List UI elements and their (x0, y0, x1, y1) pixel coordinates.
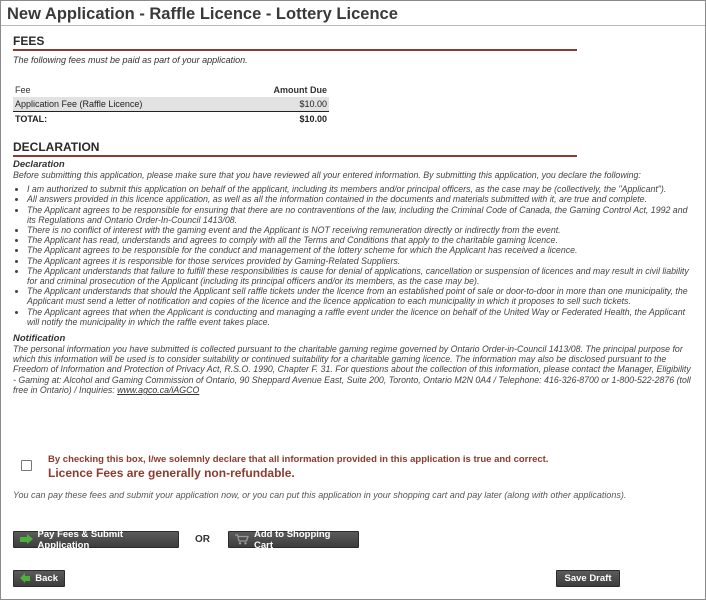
table-row (13, 97, 329, 112)
fees-table-header (13, 83, 329, 97)
list-item: • The Applicant understands that should the Applicant sell raffle tickets under the licence from an established point of sale or door-to-door in more than one municipality, the Applicant must send a letter of notification and copies of the licence and the licence application to each municipality in which it proposes to sell such tickets. (27, 286, 693, 306)
notification-subheading: Notification (13, 333, 66, 345)
amount-column-header: Amount Due (273, 85, 327, 95)
payment-note: You can pay these fees and submit your application now, or you can put this application in your shopping cart and pay later (along with other applications). (13, 490, 627, 500)
fees-table (13, 83, 329, 126)
declaration-checkbox[interactable] (21, 460, 32, 471)
list-item: • The Applicant has read, understands and agrees to comply with all the Terms and Conditions that apply to the charitable gaming licence. (27, 235, 693, 245)
list-item: • The Applicant understands that failure to fulfill these responsibilities is cause for denial of applications, cancellation or suspension of licences and may result in civil liability for and criminal prosecution of the Applicant (including its principal officers and/or its members, as the case may be). (27, 266, 693, 286)
list-item: • The Applicant agrees to be responsible for ensuring that there are no contraventions of the law, including the Criminal Code of Canada, the Gaming Control Act, 1992 and its Regulations and Ontario Order-In-Council 1413/08. (27, 205, 693, 225)
back-button-label: Back (35, 573, 58, 584)
list-item: • The Applicant agrees to be responsible for the conduct and management of the lottery scheme for which the Applicant has received a licence. (27, 245, 693, 255)
page-title: New Application - Raffle Licence - Lottery Licence (1, 1, 705, 26)
fees-intro: The following fees must be paid as part of your application. (13, 55, 248, 65)
fee-amount: $10.00 (233, 97, 329, 112)
or-label: OR (195, 534, 210, 545)
declaration-checkbox-label: By checking this box, I/we solemnly declare that all information provided in this application is true and correct. (48, 454, 549, 465)
save-draft-button[interactable] (556, 570, 620, 587)
pay-fees-submit-button[interactable] (13, 528, 179, 551)
back-button[interactable] (13, 570, 65, 587)
list-item: • The Applicant agrees it is responsible for those services provided by Gaming-Related Suppliers. (27, 256, 693, 266)
list-item: • I am authorized to submit this application on behalf of the applicant, including its members and/or principal officers, as the case may be (collectively, the "Applicant"). (27, 184, 693, 194)
total-amount: $10.00 (299, 114, 327, 124)
pay-button-label: Pay Fees & Submit Application (37, 528, 124, 551)
fees-heading: FEES (13, 34, 577, 51)
list-item: • All answers provided in this licence application, as well as all the information contained in the documents and materials submitted with it, are true and complete. (27, 194, 693, 204)
add-to-cart-button[interactable] (228, 528, 359, 551)
declaration-intro: Before submitting this application, please make sure that you have reviewed all your entered information. By submitting this application, you declare the following: (13, 170, 641, 180)
list-item: • The Applicant agrees that when the Applicant is conducting and managing a raffle event under the licence on behalf of the United Way or Federated Health, the Applicant will notify the municipality in which the raffle event takes place. (27, 307, 693, 327)
main-content (13, 34, 693, 584)
non-refundable-notice: Licence Fees are generally non-refundable. (48, 466, 295, 480)
notification-body: The personal information you have submitted is collected pursuant to the charitable gaming regime governed by Ontario Order-in-Council 1413/08. The principal purpose for which this information will be used is to consider suitability or continued suitability for a charitable gaming licence. The information may also be disclosed pursuant to the Freedom of Information and Protection of Privacy Act, R.S.O. 1990, Chapter F. 31. For questions about the collection of this information, please contact the Manager, Eligibility - Gaming at: Alcohol and Gaming Commission of Ontario, 90 Sheppard Avenue East, Suite 200, Toronto, Ontario M2N 0A4 / Telephone: 416-326-8700 or 1-800-522-2876 (toll free in Ontario) / Inquiries: (13, 344, 691, 395)
save-draft-label: Save Draft (564, 573, 612, 584)
agco-link[interactable]: www.agco.ca/iAGCO (117, 384, 200, 395)
fees-total-row (13, 112, 329, 127)
cart-button-label: Add to Shopping Cart (253, 528, 331, 551)
declaration-subheading: Declaration (13, 159, 65, 170)
declaration-heading: DECLARATION (13, 140, 577, 157)
list-item: • There is no conflict of interest with the gaming event and the Applicant is NOT receiving remuneration directly or indirectly from the event. (27, 225, 693, 235)
notification-text (13, 344, 693, 395)
fee-column-header: Fee (15, 85, 31, 95)
total-label: TOTAL: (15, 114, 48, 124)
shopping-cart-icon (235, 534, 249, 545)
declaration-list (13, 184, 693, 327)
green-arrow-right-icon (20, 535, 33, 544)
green-arrow-left-icon (20, 574, 30, 583)
fee-name: Application Fee (Raffle Licence) (13, 97, 233, 112)
